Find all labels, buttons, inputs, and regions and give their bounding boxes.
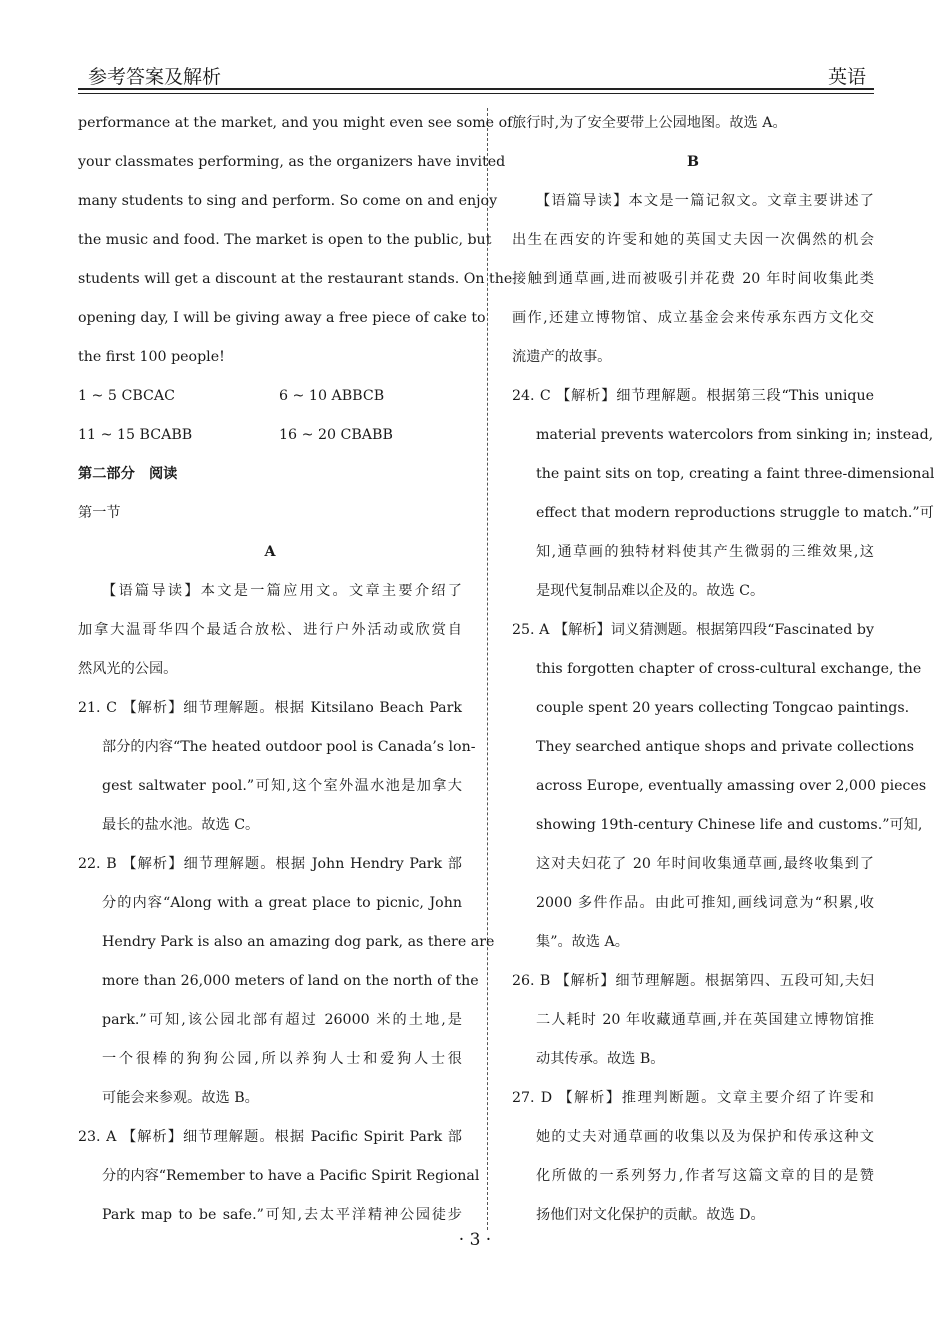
guide-line: 流遗产的故事。 — [512, 349, 612, 365]
passage-a-label: A — [264, 544, 276, 560]
guide-line: 出生在西安的许雯和她的英国丈夫因一次偶然的机会 — [512, 232, 874, 248]
text-line: many students to sing and perform. So come on and enjoy — [78, 193, 498, 209]
passage-b-label: B — [687, 154, 699, 170]
q27-line: 扬他们对文化保护的贡献。故选 D。 — [536, 1207, 765, 1223]
q21-line: 21. C 【解析】细节理解题。根据 Kitsilano Beach Park — [78, 700, 462, 716]
q25-line: across Europe, eventually amassing over 2,000 pieces — [536, 778, 927, 794]
text-line: students will get a discount at the restaurant stands. On the — [78, 271, 513, 287]
answer-row — [78, 418, 462, 457]
q25-line: 集”。故选 A。 — [536, 934, 629, 950]
page-number: · 3 · — [458, 1230, 492, 1250]
q22-line: park.”可知,该公园北部有超过 26000 米的土地,是 — [102, 1012, 462, 1028]
answer-row — [78, 379, 462, 418]
guide-line: 然风光的公园。 — [78, 661, 178, 677]
section-title: 第二部分 阅读 — [78, 466, 178, 482]
q27-line: 27. D 【解析】推理判断题。文章主要介绍了许雯和 — [512, 1090, 874, 1106]
q26-line: 26. B 【解析】细节理解题。根据第四、五段可知,夫妇 — [512, 973, 874, 989]
guide-line: 加拿大温哥华四个最适合放松、进行户外活动或欣赏自 — [78, 622, 462, 638]
q25-line: couple spent 20 years collecting Tongcao paintings. — [536, 700, 910, 716]
q24-line: material prevents watercolors from sinking in; instead, — [536, 427, 934, 443]
header-rule-thin — [78, 93, 874, 94]
text-line: the music and food. The market is open to the public, but — [78, 232, 492, 248]
q22-line: 22. B 【解析】细节理解题。根据 John Hendry Park 部 — [78, 856, 462, 872]
q22-line: 一个很棒的狗狗公园,所以养狗人士和爱狗人士很 — [102, 1051, 462, 1067]
text-line: your classmates performing, as the organizers have invited — [78, 154, 506, 170]
q25-line: this forgotten chapter of cross-cultural exchange, the — [536, 661, 922, 677]
q22-line: 分的内容“Along with a great place to picnic, John — [102, 895, 462, 911]
q26-line: 动其传承。故选 B。 — [536, 1051, 665, 1067]
right-column — [512, 106, 935, 1237]
q25-line: 25. A 【解析】词义猜测题。根据第四段“Fascinated by — [512, 622, 874, 638]
answer-group: 11 ~ 15 BCABB — [78, 427, 193, 443]
header-title: 参考答案及解析 — [88, 66, 222, 88]
text-line: the first 100 people! — [78, 349, 225, 365]
q25-line: 2000 多件作品。由此可推知,画线词意为“积累,收 — [536, 895, 874, 911]
header-rule — [78, 88, 874, 90]
q22-line: more than 26,000 meters of land on the north of the — [102, 973, 479, 989]
q24-line: the paint sits on top, creating a faint three-dimensional — [536, 466, 935, 482]
answer-group: 1 ~ 5 CBCAC — [78, 388, 175, 404]
left-column — [78, 106, 513, 1237]
q24-line: effect that modern reproductions struggle to match.”可 — [536, 505, 934, 521]
q24-line: 知,通草画的独特材料使其产生微弱的三维效果,这 — [536, 544, 874, 560]
guide-line: 接触到通草画,进而被吸引并花费 20 年时间收集此类 — [512, 271, 874, 287]
guide-line: 画作,还建立博物馆、成立基金会来传承东西方文化交 — [512, 310, 874, 326]
q22-line: Hendry Park is also an amazing dog park, as there are — [102, 934, 495, 950]
subsection-title: 第一节 — [78, 505, 121, 521]
q22-line: 可能会来参观。故选 B。 — [102, 1090, 259, 1106]
q25-line: showing 19th-century Chinese life and customs.”可知, — [536, 817, 923, 833]
q27-line: 化所做的一系列努力,作者写这篇文章的目的是赞 — [536, 1168, 874, 1184]
page-header — [78, 58, 874, 90]
guide-line: 【语篇导读】本文是一篇应用文。文章主要介绍了 — [102, 583, 462, 599]
q25-line: 这对夫妇花了 20 年时间收集通草画,最终收集到了 — [536, 856, 874, 872]
text-line: opening day, I will be giving away a free piece of cake to — [78, 310, 486, 326]
answer-group: 16 ~ 20 CBABB — [279, 427, 393, 443]
q23-line: 23. A 【解析】细节理解题。根据 Pacific Spirit Park 部 — [78, 1129, 462, 1145]
q21-line: 最长的盐水池。故选 C。 — [102, 817, 260, 833]
guide-line: 【语篇导读】本文是一篇记叙文。文章主要讲述了 — [536, 193, 874, 209]
answer-group: 6 ~ 10 ABBCB — [279, 388, 385, 404]
q21-line: 部分的内容“The heated outdoor pool is Canada’s lon- — [102, 739, 476, 755]
q23-line: Park map to be safe.”可知,去太平洋精神公园徒步 — [102, 1207, 462, 1223]
q23-line: 旅行时,为了安全要带上公园地图。故选 A。 — [512, 115, 787, 131]
text-line: performance at the market, and you might even see some of — [78, 115, 513, 131]
q24-line: 24. C 【解析】细节理解题。根据第三段“This unique — [512, 388, 874, 404]
header-subject: 英语 — [827, 66, 866, 88]
q26-line: 二人耗时 20 年收藏通草画,并在英国建立博物馆推 — [536, 1012, 874, 1028]
q27-line: 她的丈夫对通草画的收集以及为保护和传承这种文 — [536, 1129, 874, 1145]
q24-line: 是现代复制品难以企及的。故选 C。 — [536, 583, 765, 599]
q25-line: They searched antique shops and private collections — [536, 739, 915, 755]
q23-line: 分的内容“Remember to have a Pacific Spirit Regional — [102, 1168, 480, 1184]
q21-line: gest saltwater pool.”可知,这个室外温水池是加拿大 — [102, 778, 462, 794]
